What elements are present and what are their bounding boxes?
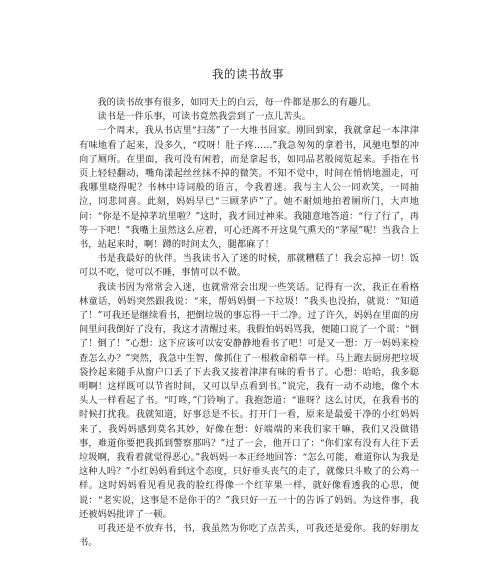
document-body — [79, 96, 419, 551]
paragraph: 我读书因为常常会入迷，也就常常会出现一些笑话。记得有一次，我正在看格林童话，妈妈突然跟我说：“来，帮妈妈倒一下垃圾！”我头也没抬，就说：“知道了！”可我还是继续看书，把倒垃圾的事忘得一干二净。过了许久，妈妈在里面的房间里问我倒好了没有，我这才清醒过来。我假怕妈妈骂我，便随口说了一个谎：“倒了！倒了！”心想：这下应该可以安安静静地看书了吧！可是又一想：万一妈妈来检查怎么办？”突然，我急中生智，像抓住了一根救命稻草一样。马上跑去厨房把垃圾袋拎起来随手从窗户口丢了下去我又接着津津有味的看书了。心想：哈哈，我多聪明啊！这样既可以节省时间，又可以早点看到书。”说完，我有一动不动地，像个木头人一样看起了书。“叮咚，”门铃响了。我抱怨道：“谁呀？这么讨厌，在我看书的时候打扰我。我就知道，好事总是不长。打开门一看，原来是最爱干净的小红妈妈来了，我妈妈感到莫名其妙，好像在想：好端端的来我们家干嘛，我们又没做错事，难道你要把我抓到警察那吗？”过了一会，他开口了：“你们家有没有人往下丢垃圾啊，我看着就觉得恶心。”我妈妈一本正经地回答：“怎么可能，难道你认为我是这种人吗？”小红妈妈看到这个态度，只好垂头丧气的走了，就像只斗败了的公鸡一样。这时妈妈看见看见我的脸红得像一个红苹果一样，就好像看透我的心思，便说：“老实说，这事是不是你干的？”我只好一五一十的告诉了妈妈。为这件事，我还被妈妈批评了一顿。 — [79, 281, 419, 520]
paragraph: 我的读书故事有很多，如同天上的白云，每一件都是那么的有趣儿。 — [97, 97, 377, 108]
paragraph: 可我还是不放弃书，书，我虽然为你吃了点苦头，可我还是爱你。我的好朋友书。 — [79, 523, 419, 549]
paragraph: 书是我最好的伙伴。当我读书入了迷的时候，那就糟糕了！我会忘掉一切！饭可以不吃，觉可以不睡，事情可以不做。 — [79, 253, 419, 279]
paragraph: 读书是一件乐事，可读书竟然我尝到了一点儿苦头。 — [97, 111, 312, 123]
paragraph: 一个周末，我从书店里“扫荡”了一大堆书回家。刚回到家，我就拿起一本津津有味地看了起来，没多久，“哎呀！肚子疼……”我急匆匆的拿着书，风驰电掣的冲向了厕所。在里面，我可没有闲着，而是拿起书，如同品茗般阅览起来。手指在书页上轻轻翻动，嘴角漾起丝丝抹不掉的微笑。不知不觉中，时间在悄悄地溜走，可我哪里晓得呢？书林中诗词般的语言，令我着迷。我与主人公一同欢笑，一同抽泣，同悲同喜。此刻，妈妈早已“三顾茅庐”了。她不耐烦地拍着厕所门，大声地问：“你是不是掉茅坑里啦？”这时，我才回过神来。我随意地答道：“行了行了，再等一下吧！”我嘴上虽然这么应着，可心还离不开这臭气熏天的“茅屋”呢！当我合上书，站起来时，啊！蹲的时间太久，腿都麻了！ — [79, 125, 419, 251]
document-title: 我的读书故事 — [212, 67, 284, 81]
